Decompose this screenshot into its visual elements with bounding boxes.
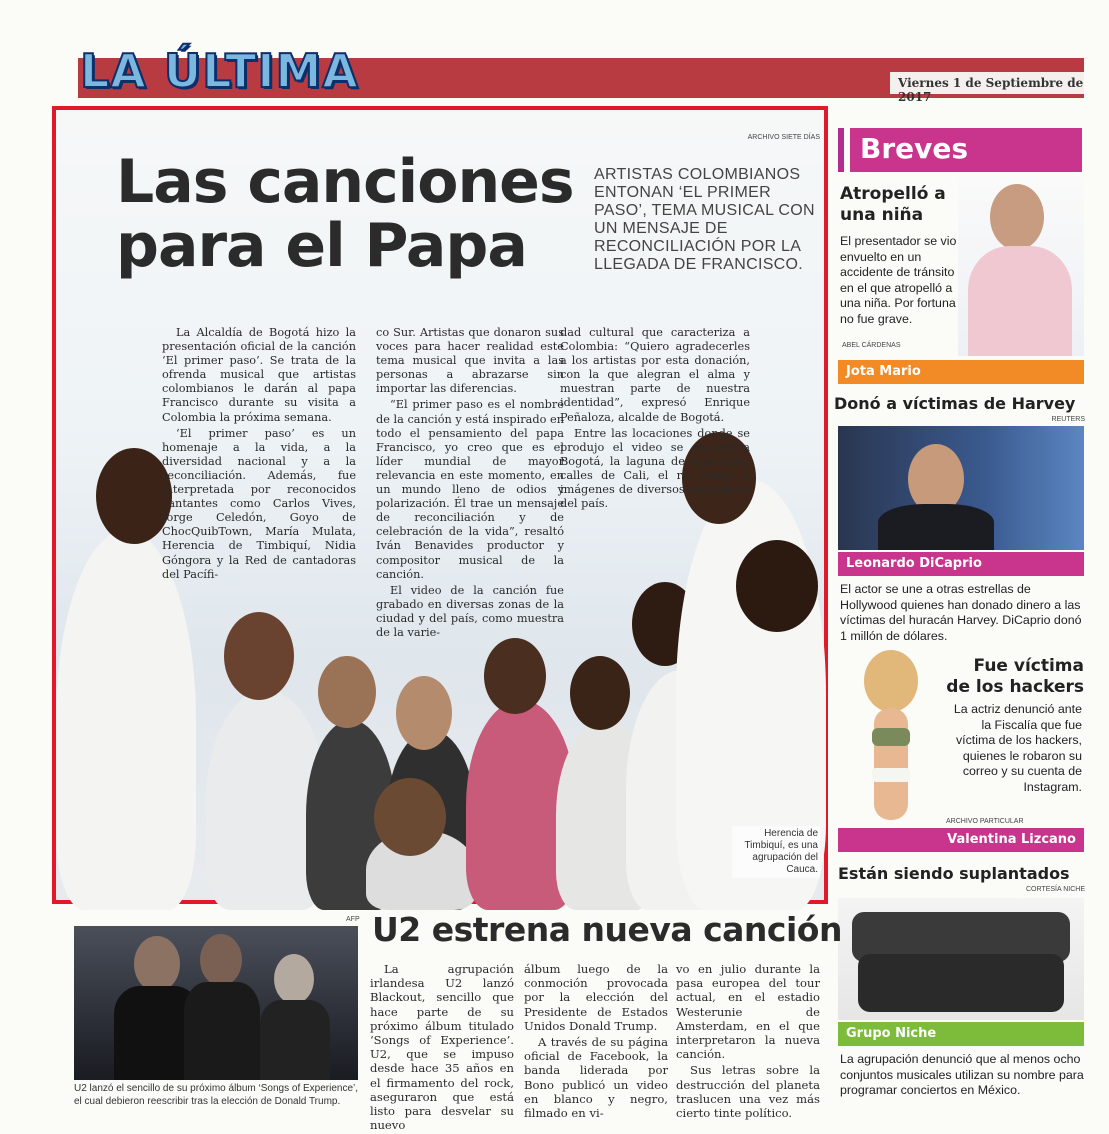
brief-text: El presentador se vio envuelto en un accidente de tránsito en el que atropelló a una niña. Por fortuna no fue grave. (840, 234, 957, 326)
u2-photo (74, 926, 358, 1080)
photo-credit: REUTERS (1051, 416, 1085, 423)
u2-column-3 (676, 962, 820, 1122)
paragraph: ‘El primer paso’ es un homenaje a la vida, a la diversidad nacional y a la reconciliación. Además, fue interpretada por reconocidos cantantes como Carlos Vives, Jorge Celedón, Goyo de ChocQuibTown, María Mulata, Herencia de Timbiquí, Nidia Góngora y la Red de cantadoras del Pacífi- (162, 426, 356, 581)
article-column-3 (560, 326, 750, 513)
paragraph: Entre las locaciones donde se produjo el video se encuentra Bogotá, la laguna de Guatavita, calles de Cali, el río Pance e imágenes de diversos escenarios del país. (560, 426, 750, 511)
photo-credit: ABEL CÁRDENAS (842, 342, 901, 349)
brief-namebar: Valentina Lizcano (838, 828, 1084, 852)
paragraph: “El primer paso es el nombre de la canción y está inspirado en todo el pensamiento del papa Francisco, yo creo que es el líder mundial de mayor relevancia en este momento, en un mundo lleno de odios y polarización. Él trae un mensaje de reconciliación y de celebración de la vida”, resaltó Iván Benavides productor y compositor musical de la canción. (376, 398, 564, 581)
main-article (52, 106, 828, 904)
brief-headline: Donó a víctimas de Harvey (834, 394, 1076, 413)
photo-credit: AFP (346, 916, 360, 923)
main-headline: Las canciones para el Papa (116, 147, 574, 281)
section-title: LA ÚLTIMA (80, 44, 359, 98)
breves-title: Breves (860, 132, 969, 165)
photo-caption: Herencia de Timbiquí, es una agrupación del Cauca. (732, 826, 820, 878)
brief-headline: Atropelló a una niña (840, 184, 946, 225)
main-subhead: ARTISTAS COLOMBIANOS ENTONAN ‘EL PRIMER PASO’, TEMA MUSICAL CON UN MENSAJE DE RECONCILIACIÓN POR LA LLEGADA DE FRANCISCO. (594, 166, 815, 273)
photo-credit: ARCHIVO PARTICULAR (946, 818, 1024, 825)
brief-namebar: Grupo Niche (838, 1022, 1084, 1046)
photo-credit: ARCHIVO SIETE DÍAS (747, 134, 820, 141)
brief-photo-jota-mario (958, 176, 1084, 356)
paragraph: La agrupación irlandesa U2 lanzó Blackout, sencillo que hace parte de su próximo álbum titulado ‘Songs of Experience’. U2, que se impuso desde hace 35 años en el firmamento del rock, aseguraron que está listo para desvelar su nuevo (370, 962, 514, 1133)
brief-photo-grupo-niche (838, 898, 1084, 1020)
paragraph: La Alcaldía de Bogotá hizo la presentación oficial de la canción ‘El primer paso’. Se trata de la ofrenda musical que artistas colombianos le darán al papa Francisco durante su visita a Colombia la próxima semana. (162, 326, 356, 424)
brief-photo-dicaprio (838, 426, 1084, 550)
brief-namebar: Jota Mario (838, 360, 1084, 384)
article-column-1 (162, 326, 356, 584)
paragraph: co Sur. Artistas que donaron sus voces para hacer realidad este tema musical que invita a las personas a abrazarse sin importar las diferencias. (376, 326, 564, 396)
paragraph: Sus letras sobre la destrucción del planeta traslucen una vez más cierto tinte político. (676, 1063, 820, 1121)
brief-text: La actriz denunció ante la Fiscalía que fue víctima de los hackers, quienes le robaron su correo y su cuenta de Instagram. (953, 702, 1082, 794)
brief-headline: Fue víctima de los hackers (946, 656, 1084, 697)
brief-photo-valentina (836, 648, 946, 828)
u2-headline: U2 estrena nueva canción (372, 910, 842, 949)
paragraph: vo en julio durante la pasa europea del tour actual, en el estadio Westerunie de Amsterdam, en el que interpretaron la nueva canción. (676, 962, 820, 1062)
article-column-2 (376, 326, 564, 642)
paragraph: A través de su página oficial de Facebook, la banda liderada por Bono publicó un video en blanco y negro, filmado en vi- (524, 1035, 668, 1121)
brief-text: La agrupación denunció que al menos ocho conjuntos musicales utilizan su nombre para programar conciertos en México. (840, 1052, 1084, 1097)
u2-column-2 (524, 962, 668, 1122)
brief-headline: Están siendo suplantados (838, 864, 1070, 883)
brief-namebar: Leonardo DiCaprio (838, 552, 1084, 576)
brief-text: El actor se une a otras estrellas de Hollywood quienes han donado dinero a las víctimas del huracán Harvey. DiCaprio donó 1 millón de dólares. (840, 582, 1082, 643)
paragraph: El video de la canción fue grabado en diversas zonas de la ciudad y del país, como muestra de la varie- (376, 583, 564, 639)
issue-date: Viernes 1 de Septiembre de 2017 (898, 76, 1084, 104)
photo-credit: CORTESÍA NICHE (1026, 886, 1085, 893)
u2-column-1 (370, 962, 514, 1134)
u2-caption: U2 lanzó el sencillo de su próximo álbum ‘Songs of Experience’, el cual debieron reescribir tras la elección de Donald Trump. (74, 1083, 359, 1107)
breves-accent-bar (838, 128, 844, 172)
paragraph: dad cultural que caracteriza a Colombia: “Quiero agradecerles a los artistas por esta donación, con la que alegran el alma y muestran parte de nuestra identidad”, expresó Enrique Peñaloza, alcalde de Bogotá. (560, 326, 750, 424)
paragraph: álbum luego de la conmoción provocada por la elección del Presidente de Estados Unidos Donald Trump. (524, 962, 668, 1033)
